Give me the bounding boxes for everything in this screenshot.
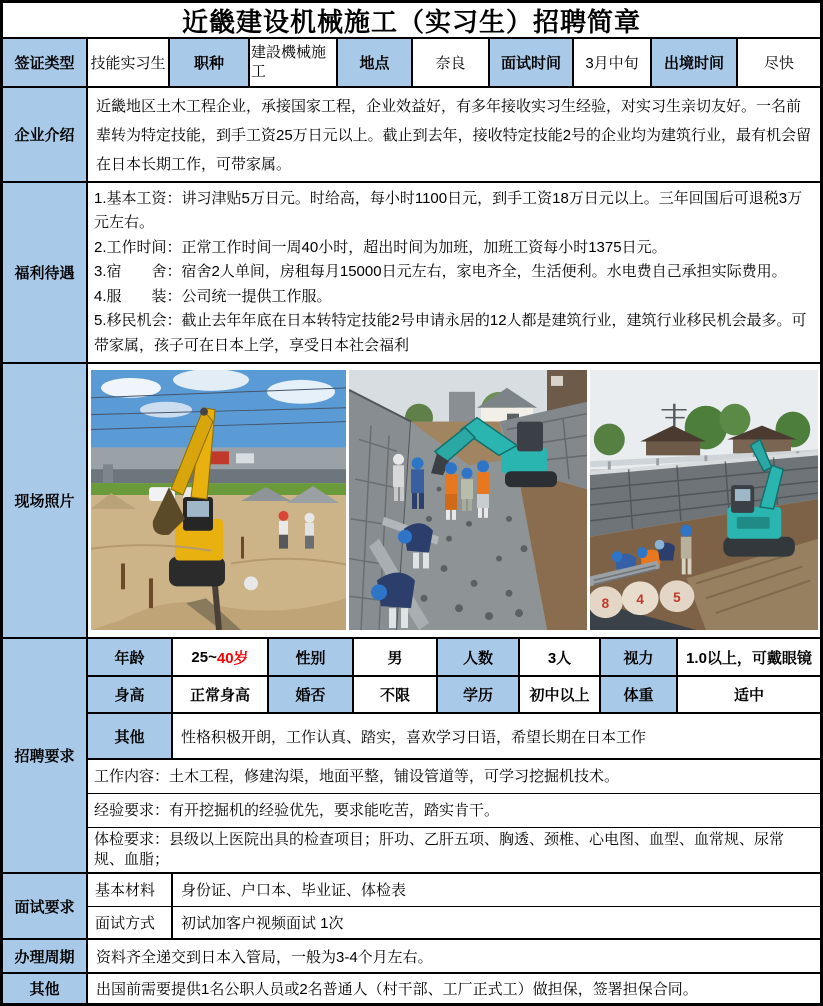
requirements-row [3, 639, 820, 874]
site-photos-band [88, 364, 820, 637]
interview-method-row [88, 907, 820, 939]
weight-label: 体重 [601, 677, 678, 712]
work-content-line: 工作内容：土木工程，修建沟渠，地面平整，铺设管道等，可学习挖掘机技术。 [88, 760, 820, 794]
gender-label: 性别 [269, 639, 354, 675]
height-value: 正常身高 [173, 677, 269, 712]
site-photos-row [3, 364, 820, 639]
requirements-other-row [88, 714, 820, 760]
interview-method-label: 面试方式 [88, 907, 173, 939]
job-type-value: 建設機械施工 [250, 39, 338, 86]
site-photo-2 [349, 370, 587, 630]
age-value-prefix: 25~ [191, 648, 217, 666]
location-value: 奈良 [413, 39, 490, 86]
age-value-red: 40岁 [216, 649, 249, 667]
company-intro-label: 企业介绍 [3, 88, 88, 181]
interview-time-value: 3月中旬 [574, 39, 652, 86]
eyesight-value: 1.0以上，可戴眼镜 [686, 649, 812, 667]
svg-text:8: 8 [601, 596, 610, 612]
requirements-grid-row-1 [88, 639, 820, 677]
welfare-item-dorm: 3.宿 舍：宿舍2人单间，房租每月15000日元左右，家电齐全，生活便利。水电费自己承担实际费用。 [94, 263, 787, 281]
weight-value: 适中 [733, 687, 764, 704]
marriage-label: 婚否 [269, 677, 354, 712]
health-check-line: 体检要求：县级以上医院出具的检查项目；肝功、乙肝五项、胸透、颈椎、心电图、血型、血常规、尿常规、血脂； [94, 831, 785, 868]
svg-text:5: 5 [673, 590, 681, 606]
headcount-value: 3人 [520, 639, 601, 675]
marriage-value: 不限 [354, 677, 438, 712]
headcount-label: 人数 [438, 639, 520, 675]
age-value [173, 639, 269, 675]
location-label: 地点 [338, 39, 413, 86]
processing-period-row [3, 940, 820, 974]
title-row [3, 3, 820, 39]
interview-time-label: 面试时间 [490, 39, 574, 86]
processing-period-text: 资料齐全递交到日本入管局，一般为3-4个月左右。 [96, 948, 433, 966]
age-label: 年龄 [88, 639, 173, 675]
interview-label: 面试要求 [3, 874, 88, 938]
visa-type-label: 签证类型 [3, 39, 88, 86]
job-type-label: 职种 [170, 39, 250, 86]
basic-info-row [3, 39, 820, 88]
departure-time-value: 尽快 [763, 55, 794, 72]
interview-materials-label: 基本材料 [88, 874, 173, 906]
requirements-grid-row-2 [88, 677, 820, 714]
requirements-other-label: 其他 [88, 714, 173, 758]
education-label: 学历 [438, 677, 520, 712]
interview-method-value: 初试加客户视频面试 1次 [181, 914, 344, 932]
welfare-item-salary: 1.基本工资：讲习津贴5万日元。时给高，每小时1100日元，到手工资18万日元以上。三年回国后可退税3万元左右。 [94, 189, 803, 232]
welfare-item-hours: 2.工作时间：正常工作时间一周40小时，超出时间为加班，加班工资每小时1375日元。 [94, 238, 667, 256]
other-label: 其他 [3, 974, 88, 1003]
svg-text:4: 4 [636, 592, 644, 608]
welfare-label: 福利待遇 [3, 183, 88, 362]
other-row [3, 974, 820, 1003]
education-value: 初中以上 [520, 677, 601, 712]
interview-materials-row [88, 874, 820, 907]
eyesight-label: 视力 [601, 639, 678, 675]
experience-line: 经验要求：有开挖掘机的经验优先，要求能吃苦，踏实肯干。 [88, 794, 820, 828]
requirements-label: 招聘要求 [3, 639, 88, 872]
company-intro-text: 近畿地区土木工程企业，承接国家工程，企业效益好，有多年接收实习生经验，对实习生亲切友好。一名前辈转为特定技能，到手工资25万日元以上。截止到去年，接收特定技能2号的企业均为建筑行业，最有机会留在日本长期工作，可带家属。 [96, 98, 812, 173]
welfare-item-uniform: 4.服 装：公司统一提供工作服。 [94, 287, 332, 305]
visa-type-value: 技能实习生 [88, 39, 170, 86]
welfare-row [3, 183, 820, 364]
site-photos-label: 现场照片 [3, 364, 88, 637]
site-photo-1 [91, 370, 346, 630]
requirements-other-text: 性格积极开朗，工作认真、踏实，喜欢学习日语，希望长期在日本工作 [181, 728, 647, 746]
company-intro-row [3, 88, 820, 183]
interview-row [3, 874, 820, 940]
site-photo-3 [590, 370, 818, 630]
gender-value: 男 [354, 639, 438, 675]
page-title: 近畿建设机械施工（实习生）招聘简章 [181, 6, 641, 37]
other-text: 出国前需要提供1名公职人员或2名普通人（村干部、工厂正式工）做担保，签署担保合同。 [96, 981, 698, 998]
welfare-item-immigration: 5.移民机会：截止去年年底在日本转特定技能2号申请永居的12人都是建筑行业，建筑行业移民机会最多。可带家属，孩子可在日本上学，享受日本社会福利 [94, 312, 807, 354]
interview-materials-value: 身份证、户口本、毕业证、体检表 [181, 882, 407, 900]
processing-period-label: 办理周期 [3, 940, 88, 972]
departure-time-label: 出境时间 [652, 39, 738, 86]
height-label: 身高 [88, 677, 173, 712]
